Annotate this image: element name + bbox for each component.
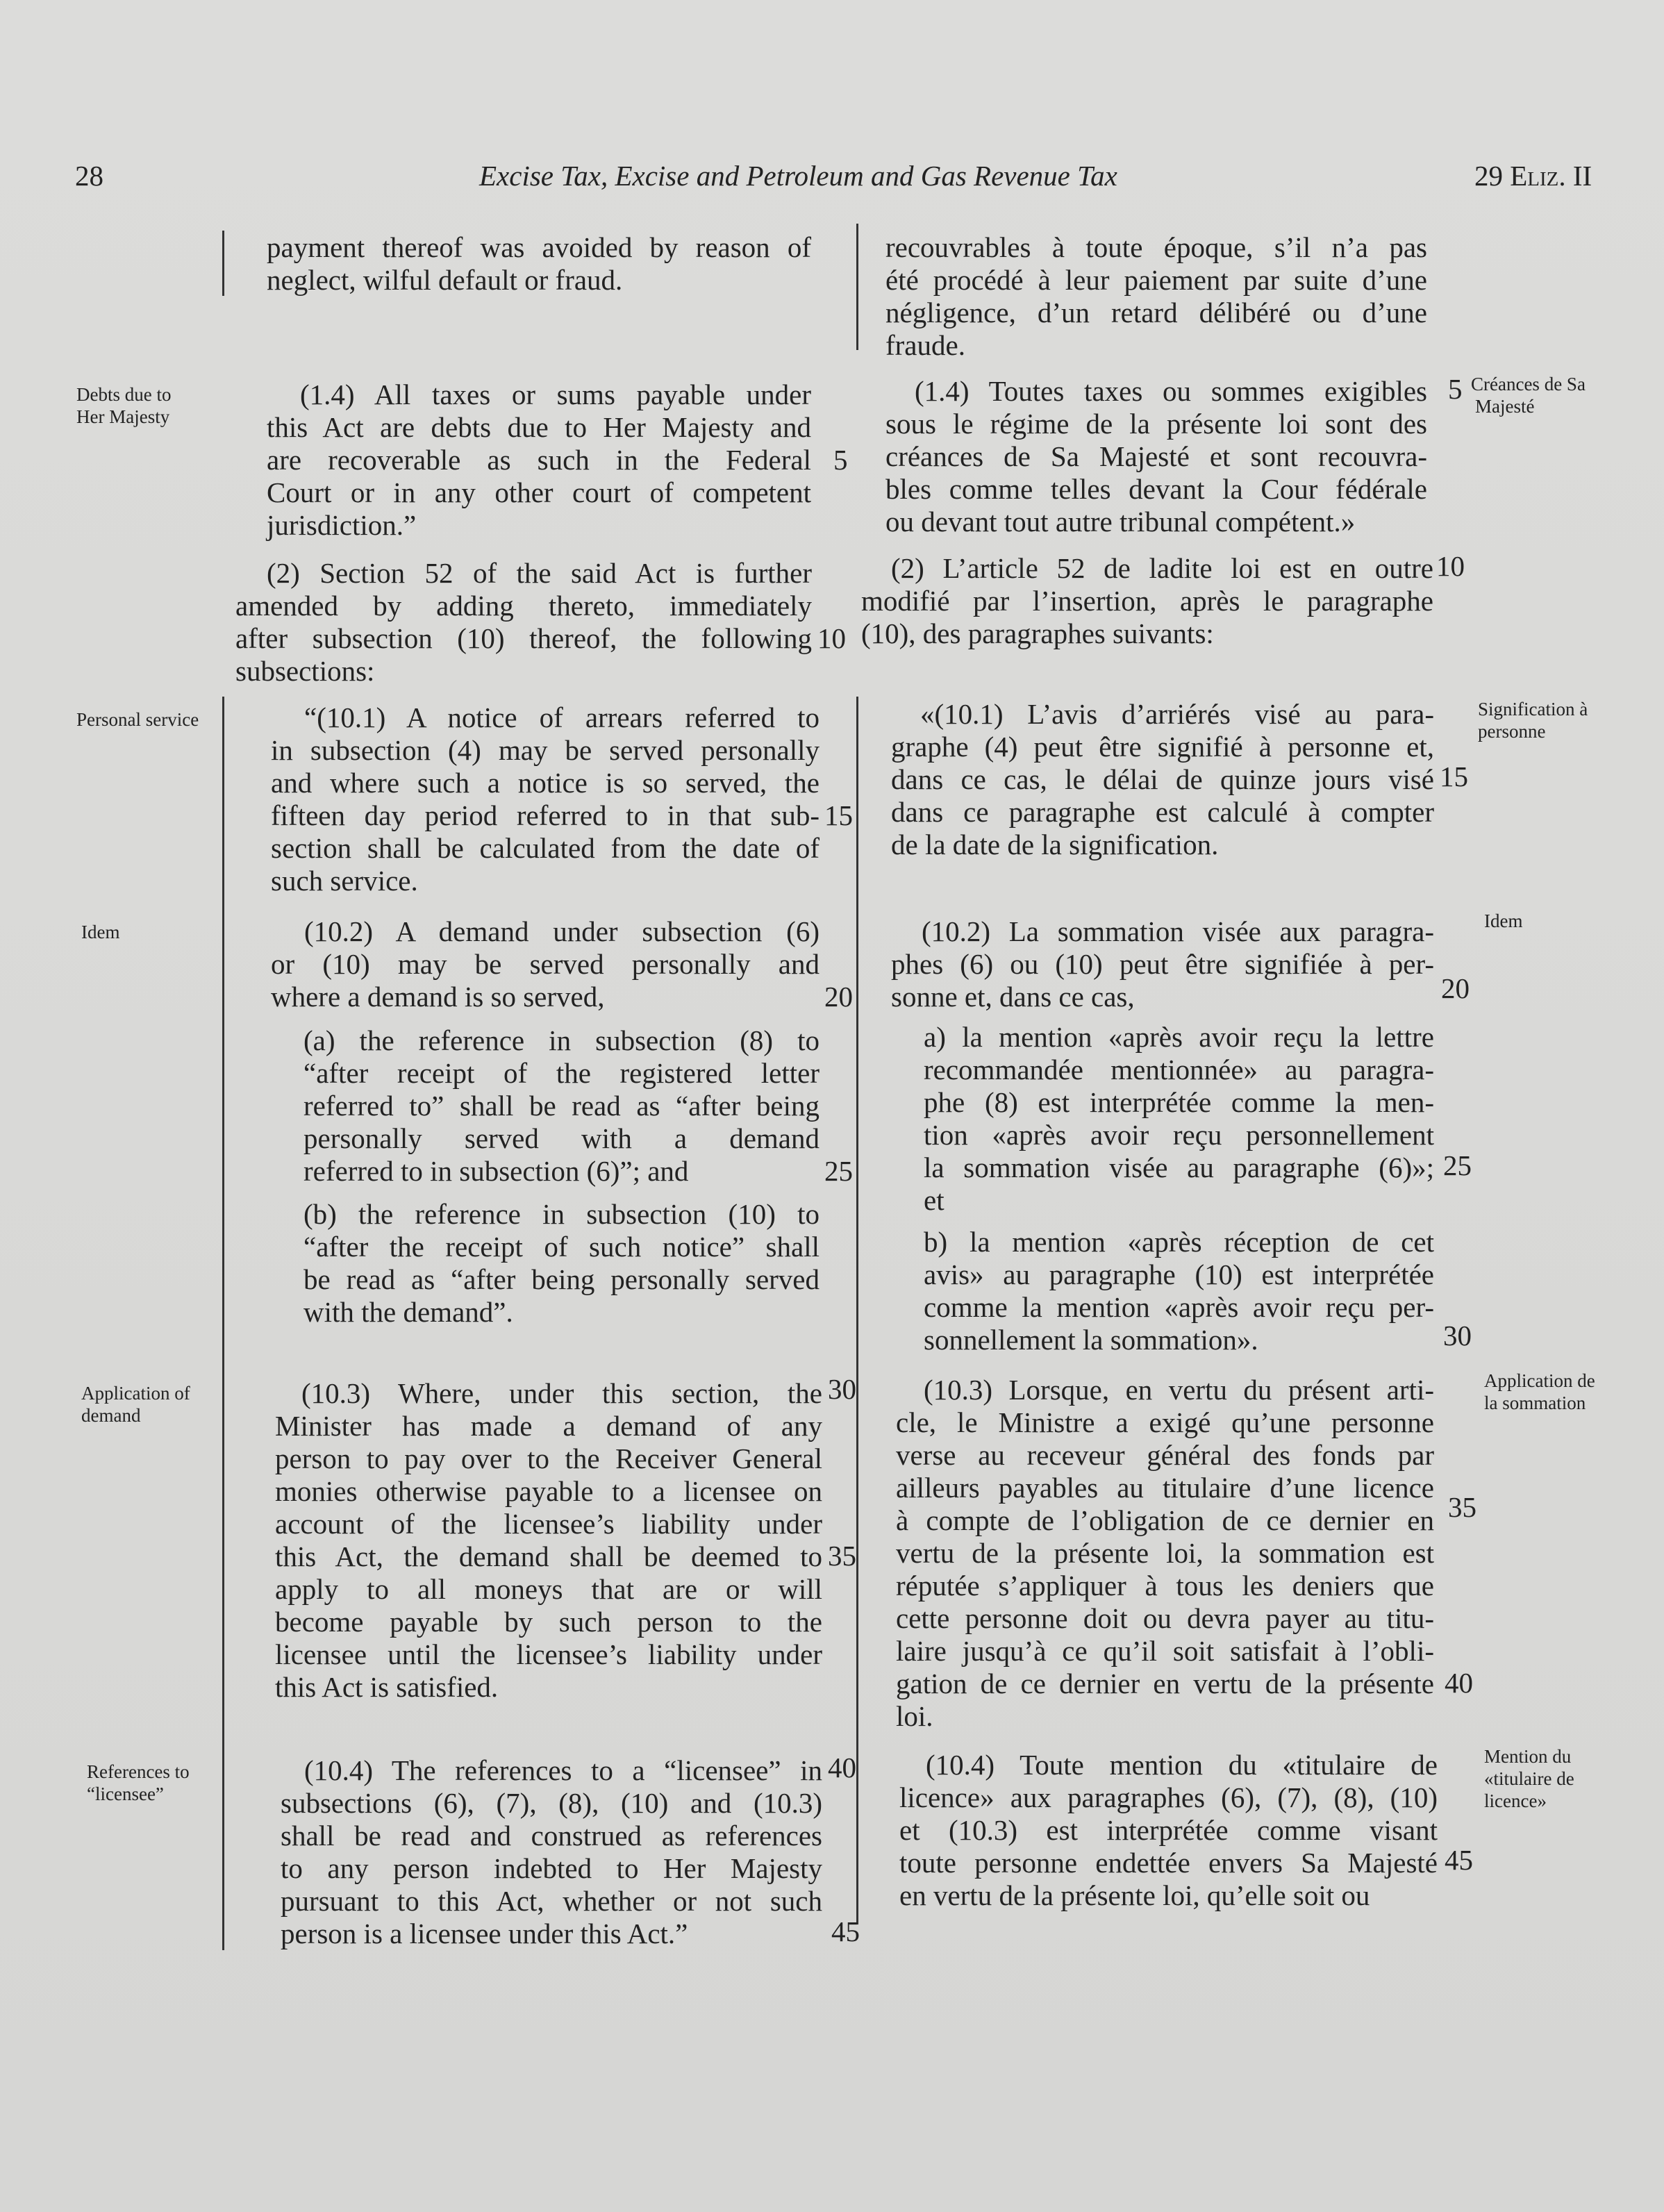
text-line: «(10.1) L’avis d’arriérés visé au para- [920, 698, 1434, 730]
margin-note-idem [81, 921, 119, 943]
text-line: dans ce paragraphe est calculé à compter [891, 796, 1434, 828]
line-number: 10 [817, 622, 846, 654]
text-line: monies otherwise payable to a licensee on [275, 1475, 822, 1507]
text-line: this Act are debts due to Her Majesty and [267, 411, 811, 443]
text-line: ou devant tout autre tribunal compétent.» [885, 506, 1356, 538]
text-line: jurisdiction.” [267, 509, 417, 541]
line-number: 15 [824, 799, 853, 831]
margin-note-personal-service [76, 708, 199, 731]
text-line: b) la mention «après réception de cet [924, 1226, 1434, 1258]
margin-note-creances [1471, 373, 1586, 417]
text-line: (10.4) The references to a “licensee” in [304, 1754, 822, 1786]
line-number: 5 [833, 444, 848, 476]
fr-paragraph-continuation [885, 231, 1427, 362]
margin-note-line: Idem [81, 922, 120, 942]
text-line: cle, le Ministre a exigé qu’une personne [896, 1406, 1434, 1438]
text-line: recommandée mentionnée» au paragra- [924, 1054, 1434, 1086]
text-line: fraude. [885, 329, 965, 361]
text-line: be read as “after being personally served [303, 1263, 819, 1295]
en-paragraph-10-2-b [303, 1198, 819, 1329]
text-line: vertu de la présente loi, la sommation est [896, 1537, 1434, 1569]
margin-note-line: «titulaire de [1484, 1768, 1574, 1789]
text-line: fifteen day period referred to in that sub- [271, 799, 819, 831]
text-line: account of the licensee’s liability under [275, 1508, 822, 1540]
text-line: (10.2) La sommation visée aux paragra- [922, 915, 1434, 947]
margin-note-debts [76, 383, 171, 428]
text-line: été procédé à leur paiement par suite d’une [885, 264, 1427, 296]
text-line: (2) L’article 52 de ladite loi est en outre [891, 552, 1433, 584]
line-number: 40 [1445, 1667, 1473, 1699]
regnal-year [1474, 158, 1592, 193]
margin-note-line: Debts due to [76, 384, 172, 405]
margin-note-line: demand [81, 1405, 141, 1426]
text-line: sous le régime de la présente loi sont des [885, 408, 1427, 440]
text-line: (a) the reference in subsection (8) to [303, 1024, 819, 1056]
line-number: 15 [1440, 760, 1468, 792]
text-line: become payable by such person to the [275, 1606, 822, 1638]
column-rule-left-main [222, 697, 224, 1950]
line-number: 35 [1448, 1491, 1476, 1523]
en-paragraph-10-1 [271, 701, 819, 897]
margin-note-line: Personal service [76, 709, 199, 730]
fr-paragraph-1-4 [885, 375, 1427, 538]
text-line: licensee until the licensee’s liability under [275, 1638, 822, 1670]
text-line: dans ce cas, le délai de quinze jours visé [891, 763, 1434, 795]
text-line: (1.4) Toutes taxes ou sommes exigibles [915, 375, 1427, 407]
text-line: en vertu de la présente loi, qu’elle soit ou [899, 1879, 1370, 1911]
margin-note-line: licence» [1484, 1790, 1547, 1811]
text-line: where a demand is so served, [271, 981, 605, 1013]
text-line: et [924, 1184, 945, 1216]
text-line: (2) Section 52 of the said Act is further [267, 557, 812, 589]
page-title: Excise Tax, Excise and Petroleum and Gas Revenue Tax [479, 160, 1117, 192]
margin-note-line: References to [87, 1761, 190, 1782]
text-line: (10), des paragraphes suivants: [861, 617, 1214, 649]
text-line: comme la mention «après avoir reçu per- [924, 1291, 1434, 1323]
text-line: toute personne endettée envers Sa Majesté [899, 1847, 1438, 1879]
margin-note-references [87, 1761, 190, 1805]
margin-note-line: Idem [1484, 910, 1523, 931]
text-line: gation de ce dernier en vertu de la présente [896, 1668, 1434, 1699]
column-rule-middle-top [856, 224, 858, 350]
text-line: are recoverable as such in the Federal [267, 444, 811, 476]
text-line: négligence, d’un retard délibéré ou d’une [885, 297, 1427, 329]
line-number: 40 [828, 1752, 856, 1783]
text-line: to any person indebted to Her Majesty [281, 1852, 822, 1884]
text-line: neglect, wilful default or fraud. [267, 264, 623, 296]
en-paragraph-10-2 [271, 915, 819, 1013]
text-line: subsections (6), (7), (8), (10) and (10.3) [281, 1787, 822, 1819]
text-line: graphe (4) peut être signifié à personne et, [891, 731, 1434, 763]
text-line: et (10.3) est interprétée comme visant [899, 1814, 1438, 1846]
text-line: Minister has made a demand of any [275, 1410, 822, 1442]
text-line: this Act, the demand shall be deemed to [275, 1540, 822, 1572]
text-line: amended by adding thereto, immediately [235, 590, 812, 622]
line-number: 10 [1436, 550, 1465, 582]
text-line: (1.4) All taxes or sums payable under [300, 379, 811, 410]
text-line: and where such a notice is so served, the [271, 767, 819, 799]
en-paragraph-10-3 [275, 1377, 822, 1704]
text-line: “after the receipt of such notice” shall [303, 1231, 819, 1263]
text-line: after subsection (10) thereof, the following [235, 622, 812, 654]
text-line: (10.2) A demand under subsection (6) [304, 915, 819, 947]
text-line: de la date de la signification. [891, 829, 1219, 860]
line-number: 25 [1443, 1149, 1472, 1181]
en-paragraph-10-2-a [303, 1024, 819, 1188]
text-line: bles comme telles devant la Cour fédérale [885, 473, 1427, 505]
margin-note-line: Créances de Sa [1471, 374, 1586, 394]
fr-paragraph-10-4 [899, 1749, 1438, 1912]
text-line: recouvrables à toute époque, s’il n’a pas [885, 231, 1427, 263]
text-line: (10.4) Toute mention du «titulaire de [926, 1749, 1438, 1781]
text-line: referred to” shall be read as “after being [303, 1090, 819, 1122]
text-line: referred to in subsection (6)”; and [303, 1155, 689, 1187]
text-line: (10.3) Lorsque, en vertu du présent arti- [924, 1374, 1434, 1406]
margin-note-signification [1478, 698, 1588, 742]
text-line: ailleurs payables au titulaire d’une licence [896, 1472, 1434, 1504]
margin-note-application-fr [1484, 1370, 1595, 1414]
margin-note-line: Application de [1484, 1370, 1595, 1391]
line-number: 45 [831, 1915, 860, 1947]
text-line: à compte de l’obligation de ce dernier en [896, 1504, 1434, 1536]
fr-paragraph-10-2 [891, 915, 1434, 1013]
text-line: subsections: [235, 655, 375, 687]
margin-note-line: Majesté [1475, 396, 1535, 417]
en-paragraph-10-4 [281, 1754, 822, 1950]
text-line: personally served with a demand [303, 1122, 819, 1154]
en-paragraph-1-4 [267, 379, 811, 542]
text-line: payment thereof was avoided by reason of [267, 231, 811, 263]
text-line: Court or in any other court of competent [267, 476, 811, 508]
text-line: cette personne doit ou devra payer au titu- [896, 1602, 1434, 1634]
line-number: 5 [1448, 373, 1463, 405]
margin-note-line: Mention du [1484, 1746, 1572, 1767]
margin-note-idem-fr [1484, 910, 1522, 932]
text-line: avis» au paragraphe (10) est interprétée [924, 1258, 1434, 1290]
text-line: with the demand”. [303, 1296, 513, 1328]
text-line: créances de Sa Majesté et sont recouvra- [885, 440, 1427, 472]
line-number: 20 [824, 981, 853, 1013]
line-number: 35 [828, 1540, 856, 1572]
fr-paragraph-10-2-a [924, 1021, 1434, 1217]
margin-note-mention [1484, 1745, 1574, 1812]
fr-section-2 [861, 552, 1433, 650]
page-number: 28 [75, 160, 103, 192]
text-line: modifié par l’insertion, après le paragraphe [861, 585, 1433, 617]
text-line: section shall be calculated from the date of [271, 832, 819, 864]
fr-paragraph-10-1 [891, 698, 1434, 861]
text-line: “after receipt of the registered letter [303, 1057, 819, 1089]
text-line: sonnellement la sommation». [924, 1324, 1258, 1356]
text-line: person is a licensee under this Act.” [281, 1918, 688, 1949]
margin-note-line: Her Majesty [76, 406, 170, 427]
text-line: loi. [896, 1700, 933, 1732]
fr-paragraph-10-2-b [924, 1226, 1434, 1356]
line-number: 20 [1441, 972, 1470, 1004]
column-rule-left-top [222, 231, 224, 296]
margin-note-line: personne [1478, 721, 1546, 742]
text-line: person to pay over to the Receiver General [275, 1442, 822, 1474]
en-paragraph-continuation [267, 231, 811, 297]
text-line: verse au receveur général des fonds par [896, 1439, 1434, 1471]
text-line: or (10) may be served personally and [271, 948, 819, 980]
margin-note-line: “licensee” [87, 1783, 164, 1804]
text-line: pursuant to this Act, whether or not such [281, 1885, 822, 1917]
text-line: réputée s’appliquer à tous les deniers que [896, 1570, 1434, 1602]
line-number: 25 [824, 1155, 853, 1187]
regnal-year-text: 29 Eliz. II [1474, 160, 1592, 192]
line-number: 30 [828, 1373, 856, 1405]
text-line: phes (6) ou (10) peut être signifiée à per- [891, 948, 1434, 980]
text-line: apply to all moneys that are or will [275, 1573, 822, 1605]
text-line: a) la mention «après avoir reçu la lettre [924, 1021, 1434, 1053]
text-line: la sommation visée au paragraphe (6)»; [924, 1151, 1434, 1183]
text-line: phe (8) est interprétée comme la men- [924, 1086, 1434, 1118]
text-line: (10.3) Where, under this section, the [301, 1377, 822, 1409]
line-number: 30 [1443, 1320, 1472, 1352]
text-line: laire jusqu’à ce qu’il soit satisfait à l’obli- [896, 1635, 1434, 1667]
text-line: sonne et, dans ce cas, [891, 981, 1135, 1013]
text-line: this Act is satisfied. [275, 1671, 499, 1703]
text-line: shall be read and construed as references [281, 1820, 822, 1852]
margin-note-line: Application of [81, 1383, 190, 1404]
margin-note-application [81, 1382, 190, 1427]
text-line: “(10.1) A notice of arrears referred to [304, 701, 819, 733]
fr-paragraph-10-3 [896, 1374, 1434, 1733]
text-line: (b) the reference in subsection (10) to [303, 1198, 819, 1230]
text-line: such service. [271, 865, 418, 897]
column-rule-middle-main [856, 697, 858, 1924]
margin-note-line: Signification à [1478, 699, 1588, 720]
en-section-2 [235, 557, 812, 688]
text-line: licence» aux paragraphes (6), (7), (8), (10) [899, 1781, 1438, 1813]
margin-note-line: la sommation [1484, 1392, 1586, 1413]
text-line: in subsection (4) may be served personally [271, 734, 819, 766]
text-line: tion «après avoir reçu personnellement [924, 1119, 1434, 1151]
line-number: 45 [1445, 1844, 1473, 1876]
